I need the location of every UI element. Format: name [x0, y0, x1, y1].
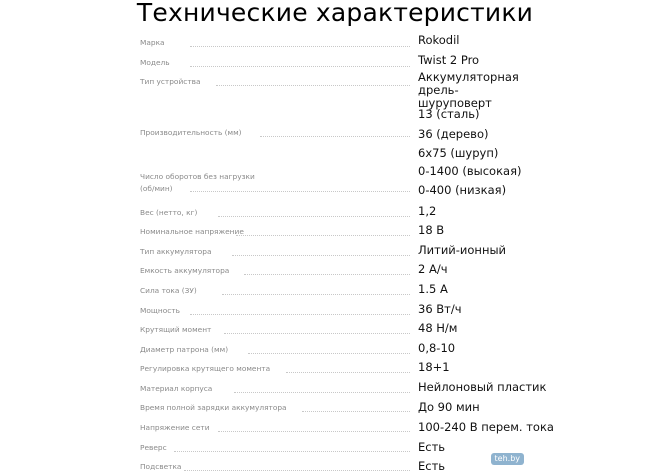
leader-dots [232, 255, 410, 256]
leader-dots [190, 314, 410, 315]
spec-label: Подсветка [140, 462, 182, 471]
spec-label: Тип устройства [140, 77, 201, 86]
leader-dots [190, 191, 410, 192]
leader-dots [286, 372, 410, 373]
spec-label: Сила тока (ЗУ) [140, 286, 197, 295]
leader-dots [248, 353, 410, 354]
spec-value: Twist 2 Pro [418, 53, 480, 67]
spec-label: Реверс [140, 443, 167, 452]
spec-label: Тип аккумулятора [140, 247, 212, 256]
spec-label: Материал корпуса [140, 384, 213, 393]
leader-dots [190, 46, 410, 47]
spec-label: Число оборотов без нагрузки (об/мин) [140, 172, 255, 193]
leader-dots [218, 431, 410, 432]
spec-label: Регулировка крутящего момента [140, 364, 271, 373]
leader-dots [190, 66, 410, 67]
spec-value: 2 А/ч [418, 262, 448, 276]
leader-dots [260, 136, 410, 137]
spec-value: 1.5 А [418, 282, 448, 296]
spec-value: 0-400 (низкая) [418, 183, 507, 197]
spec-value: Аккумуляторная дрель-шуруповерт [418, 70, 519, 110]
leader-dots [236, 235, 410, 236]
leader-dots [224, 333, 410, 334]
spec-value: До 90 мин [418, 400, 480, 414]
spec-value: 36 Вт/ч [418, 302, 462, 316]
spec-label: Емкость аккумулятора [140, 266, 230, 275]
spec-label: Мощность [140, 306, 180, 315]
leader-dots [218, 216, 410, 217]
watermark-logo: teh.by [491, 453, 524, 465]
spec-value: 100-240 В перем. тока [418, 420, 554, 434]
spec-value: 36 (дерево) [418, 127, 489, 141]
spec-value: 0,8-10 [418, 341, 456, 355]
spec-value: 13 (сталь) [418, 107, 480, 121]
spec-label: Крутящий момент [140, 325, 212, 334]
spec-label: Модель [140, 58, 170, 67]
spec-label: Время полной зарядки аккумулятора [140, 403, 287, 412]
leader-dots [174, 451, 410, 452]
spec-label: Вес (нетто, кг) [140, 208, 198, 217]
spec-value: Есть [418, 440, 446, 454]
spec-value: 18+1 [418, 360, 450, 374]
spec-value: Литий-ионный [418, 243, 507, 257]
spec-value: Rokodil [418, 33, 460, 47]
leader-dots [244, 274, 410, 275]
spec-label: Производительность (мм) [140, 128, 242, 137]
leader-dots [222, 294, 410, 295]
spec-value: 0-1400 (высокая) [418, 164, 522, 178]
spec-value: Нейлоновый пластик [418, 380, 547, 394]
page-title: Технические характеристики [136, 0, 534, 27]
spec-label: Номинальное напряжение [140, 227, 244, 236]
spec-label: Напряжение сети [140, 423, 210, 432]
spec-value: 18 В [418, 223, 445, 237]
leader-dots [302, 411, 410, 412]
spec-label: Диаметр патрона (мм) [140, 345, 229, 354]
spec-value: 48 Н/м [418, 321, 458, 335]
spec-value: 6x75 (шуруп) [418, 146, 499, 160]
spec-value: 1,2 [418, 204, 437, 218]
spec-label: Марка [140, 38, 165, 47]
spec-value: Есть [418, 459, 446, 473]
leader-dots [234, 392, 410, 393]
leader-dots [216, 85, 410, 86]
